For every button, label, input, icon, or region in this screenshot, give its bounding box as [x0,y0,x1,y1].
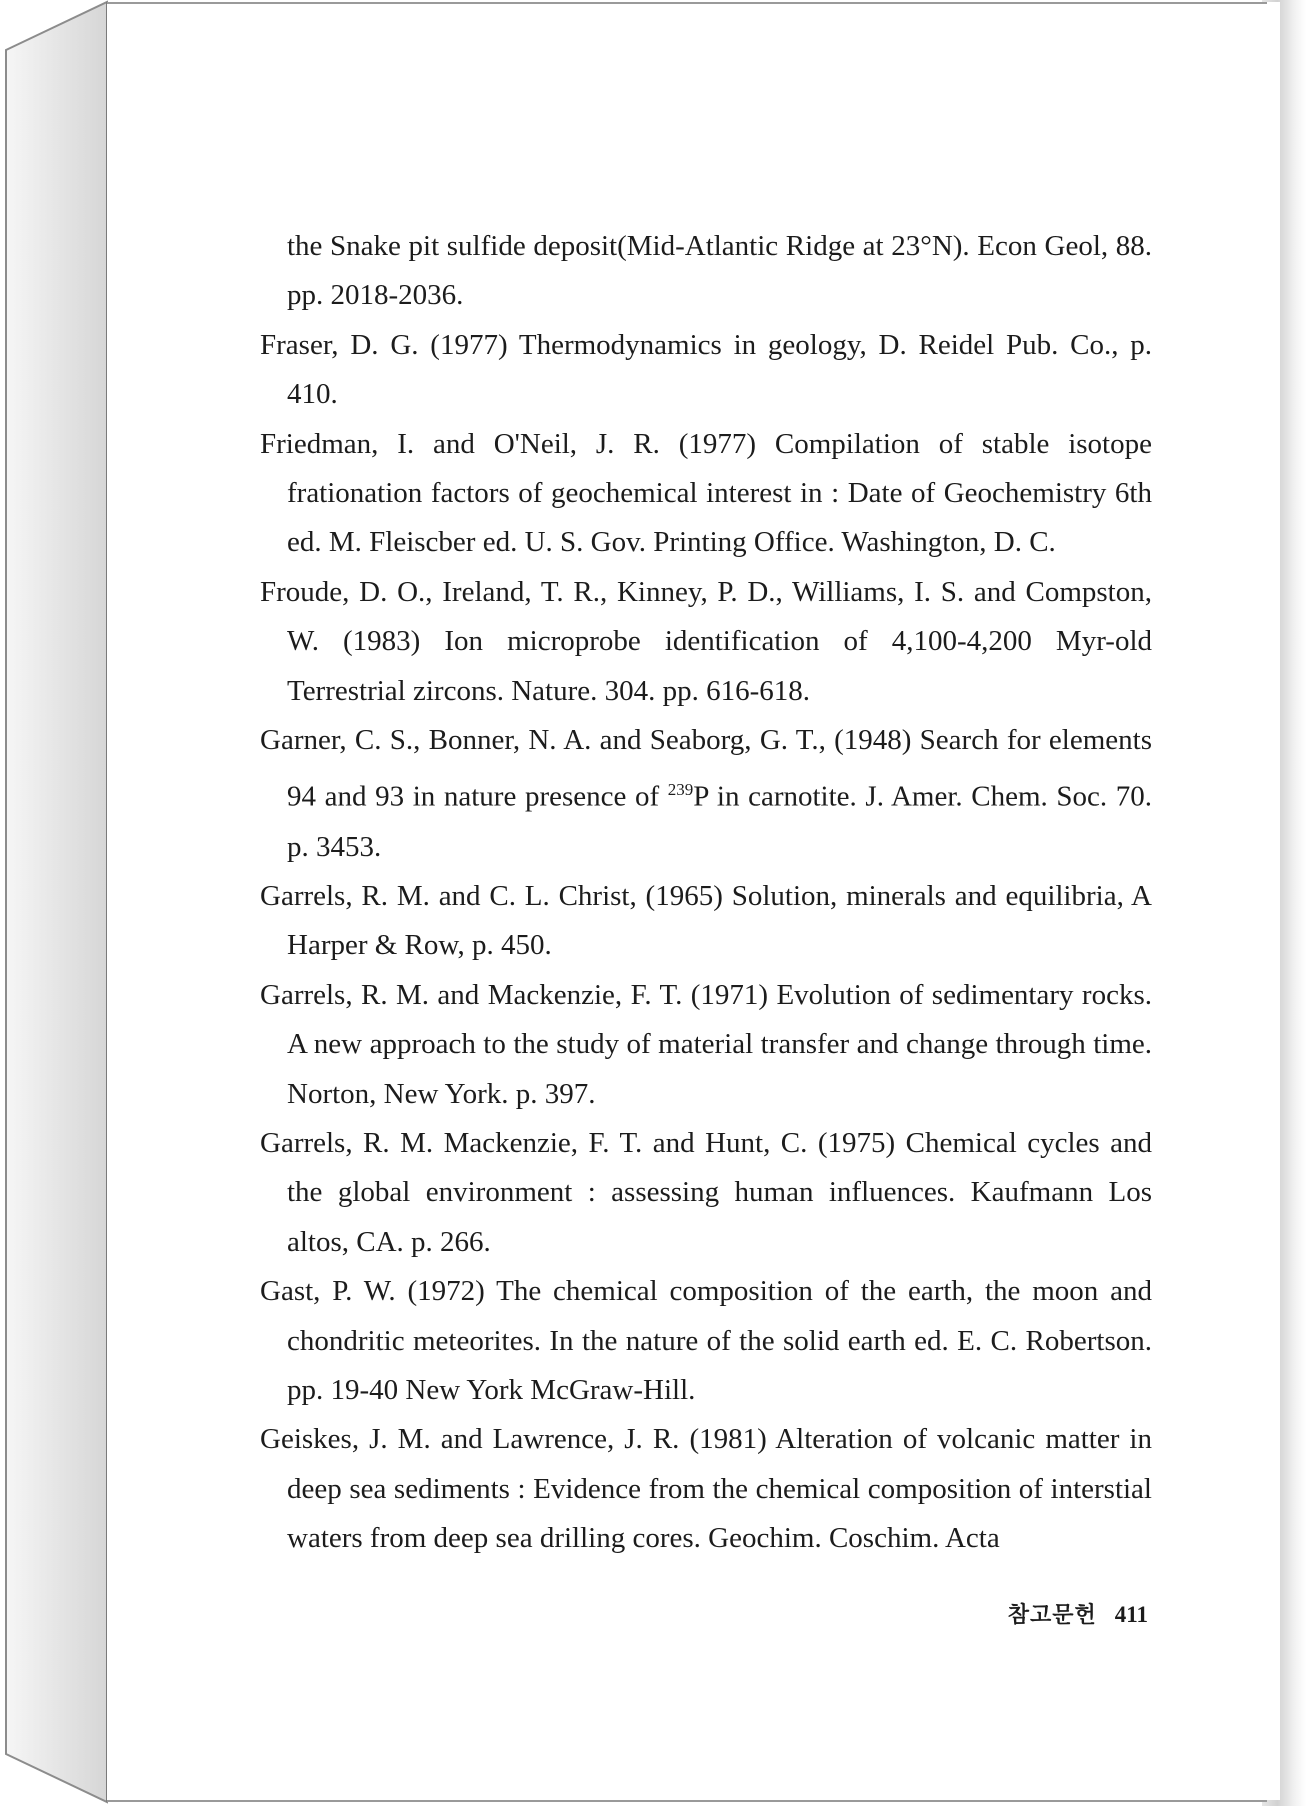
reference-entry: the Snake pit sulfide deposit(Mid-Atlantic Ridge at 23°N). Econ Geol, 88. pp. 2018-2036. [287,230,1152,312]
reference-text: P in carnotite. J. Amer. Chem. Soc. 70. p. 3453. [287,781,1152,863]
reference-entry: Gast, P. W. (1972) The chemical composition of the earth, the moon and chondritic meteorites. In the nature of the solid earth ed. E. C. Robertson. pp. 19-40 New York McGraw-Hill. [260,1275,1152,1406]
section-title: 참고문헌 [1007,1603,1097,1628]
reference-entry: Friedman, I. and O'Neil, J. R. (1977) Compilation of stable isotope frationation factors of geochemical interest in : Date of Geochemistry 6th ed. M. Fleiscber ed. U. S. Gov. Printing Office. Washington, D. C. [260,427,1152,559]
reference-entry [260,716,1152,872]
reference-entry: Garrels, R. M. Mackenzie, F. T. and Hunt, C. (1975) Chemical cycles and the global environment : assessing human influences. Kaufmann Los altos, CA. p. 266. [260,1126,1152,1258]
isotope-superscript: 239 [667,780,694,800]
reference-list [260,222,1152,1564]
page-number: 411 [1114,1602,1148,1627]
reference-entry: Froude, D. O., Ireland, T. R., Kinney, P. D., Williams, I. S. and Compston, W. (1983) Ion microprobe identification of 4,100-4,200 Myr-old Terrestrial zircons. Nature. 304. pp. 616-618. [260,575,1152,707]
reference-entry: Garrels, R. M. and Mackenzie, F. T. (1971) Evolution of sedimentary rocks. A new approach to the study of material transfer and change through time. Norton, New York. p. 397. [260,978,1152,1110]
page-footer [1008,1598,1148,1629]
reference-entry: Garrels, R. M. and C. L. Christ, (1965) Solution, minerals and equilibria, A Harper & Row, p. 450. [260,879,1152,962]
reference-entry: Fraser, D. G. (1977) Thermodynamics in geology, D. Reidel Pub. Co., p. 410. [260,328,1152,411]
reference-text: Garner, C. S., Bonner, N. A. and Seaborg, G. T., (1948) Search for elements 94 and 93 in nature presence of [260,724,1152,814]
reference-entry: Geiskes, J. M. and Lawrence, J. R. (1981) Alteration of volcanic matter in deep sea sediments : Evidence from the chemical composition of interstial waters from deep sea drilling cores. Geochim. Coschim. Acta [260,1423,1152,1555]
